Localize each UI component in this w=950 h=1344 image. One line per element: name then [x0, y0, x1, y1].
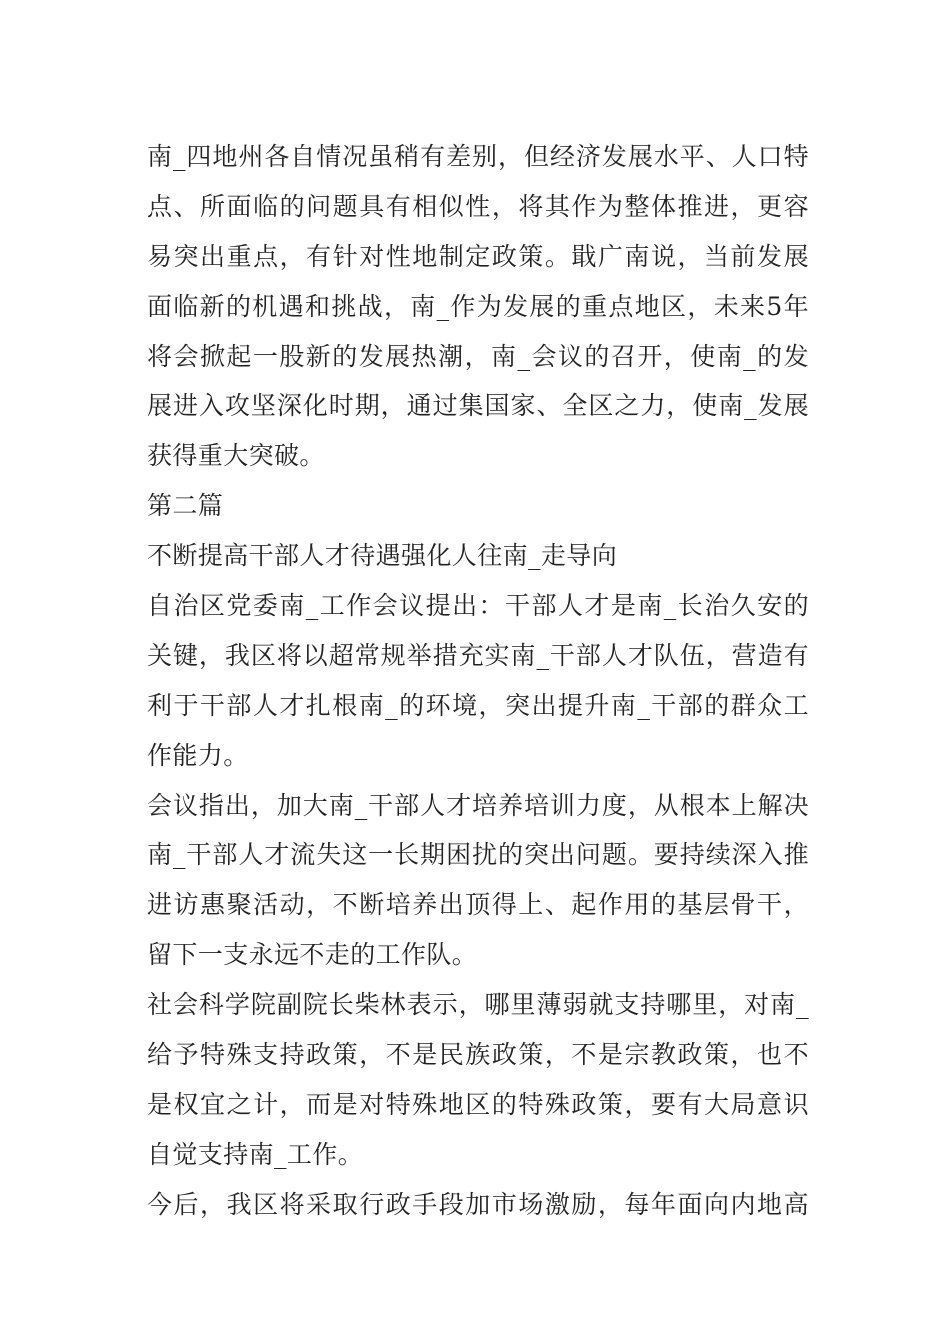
text-line: 将会掀起一股新的发展热潮，南_会议的召开，使南_的发: [147, 341, 809, 371]
text-line: 点、所面临的问题具有相似性，将其作为整体推进，更容: [147, 191, 809, 221]
text-line: 面临新的机遇和挑战，南_作为发展的重点地区，未来5年: [147, 291, 809, 321]
text-line: 作能力。: [147, 740, 249, 770]
text-line: 获得重大突破。: [147, 441, 325, 471]
section-heading: 第二篇: [147, 491, 224, 521]
text-line: 是权宜之计，而是对特殊地区的特殊政策，要有大局意识: [147, 1089, 809, 1119]
text-line: 自治区党委南_工作会议提出：干部人才是南_长治久安的: [147, 591, 809, 621]
text-line: 利于干部人才扎根南_的环境，突出提升南_干部的群众工: [147, 690, 809, 720]
text-line: 南_四地州各自情况虽稍有差别，但经济发展水平、人口特: [147, 142, 809, 171]
text-line: 给予特殊支持政策，不是民族政策，不是宗教政策，也不: [147, 1040, 809, 1070]
text-line: 展进入攻坚深化时期，通过集国家、全区之力，使南_发展: [147, 391, 809, 421]
article-title: 不断提高干部人才待遇强化人往南_走导向: [147, 541, 618, 571]
text-line: 关键，我区将以超常规举措充实南_干部人才队伍，营造有: [147, 640, 809, 670]
text-line: 社会科学院副院长柴林表示，哪里薄弱就支持哪里，对南_: [147, 990, 809, 1020]
document-body: [147, 132, 809, 1230]
text-line: 易突出重点，有针对性地制定政策。戢广南说，当前发展: [147, 241, 809, 271]
text-line: 进访惠聚活动，不断培养出顶得上、起作用的基层骨干，: [147, 890, 809, 920]
text-line: 自觉支持南_工作。: [147, 1139, 364, 1169]
text-line: 会议指出，加大南_干部人才培养培训力度，从根本上解决: [147, 790, 809, 820]
text-line: 南_干部人才流失这一长期困扰的突出问题。要持续深入推: [147, 840, 809, 870]
text-line: 今后，我区将采取行政手段加市场激励，每年面向内地高: [147, 1189, 809, 1219]
text-line: 留下一支永远不走的工作队。: [147, 940, 478, 970]
